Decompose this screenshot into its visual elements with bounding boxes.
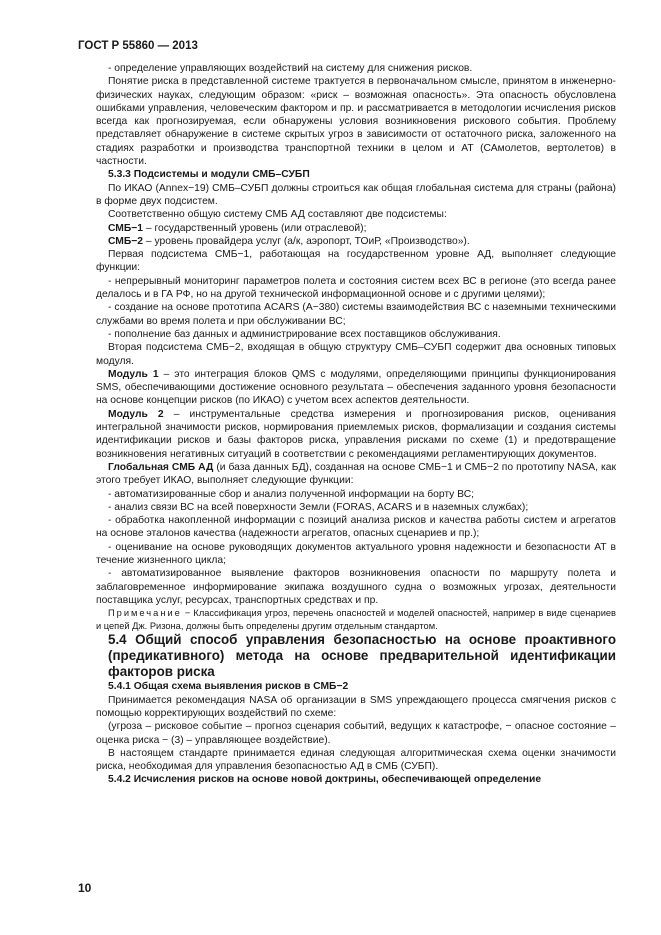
scheme-formula: (угроза – рисковое событие – прогноз сценария событий, ведущих к катастрофе, − опасное состояние – оценка риска − (3) – управляющее воздействие). — [96, 721, 616, 746]
list-item — [96, 222, 616, 235]
page-number: 10 — [78, 881, 92, 895]
term-text: – государственный уровень (или отраслевой); — [145, 222, 367, 234]
section-heading-5-4-1: 5.4.1 Общая схема выявления рисков в СМБ−2 — [108, 681, 349, 693]
module-description — [96, 368, 616, 408]
list-item: - оценивание на основе руководящих документов актуального уровня надежности и безопасности АТ в течение жизненного цикла; — [96, 541, 616, 566]
list-item: - обработка накопленной информации с позиций анализа рисков и качества работы систем и агрегатов на основе эталонов качества (надежности агрегатов, опасных сценариев и пр.); — [96, 515, 616, 540]
module-description — [96, 408, 616, 461]
term-text: – это интеграция блоков QMS с модулями, определяющими принципы функционирования SMS, обеспечивающими достижение основного результата – обеспечения заданного уровня безопасности на основе концепции рисков (по ИКАО) с учетом всех аспектов деятельности. — [96, 368, 616, 407]
note — [96, 607, 616, 632]
note-label: Примечание — [108, 608, 182, 619]
paragraph: Первая подсистема СМБ−1, работающая на государственном уровне АД, выполняет следующие функции: — [96, 249, 616, 274]
term-label: Глобальная СМБ АД — [108, 461, 214, 473]
paragraph: Соответственно общую систему СМБ АД составляют две подсистемы: — [108, 209, 447, 221]
term-label: Модуль 2 — [108, 408, 164, 420]
paragraph: Вторая подсистема СМБ−2, входящая в общую структуру СМБ–СУБП содержит два основных типовых модуля. — [96, 342, 616, 367]
list-item: - пополнение баз данных и администрирование всех поставщиков обслуживания. — [108, 328, 501, 340]
term-label: Модуль 1 — [108, 368, 159, 380]
note-text: − Классификация угроз, перечень опасностей и моделей опасностей, например в виде сценариев и цепей Дж. Ризона, должны быть определены другим отдельным стандартом. — [96, 608, 616, 631]
section-heading-5-4: 5.4 Общий способ управления безопасностью на основе проактивного (предикативного) метода на основе предварительной идентификации факторов риска — [108, 632, 616, 680]
paragraph: Понятие риска в представленной системе трактуется в первоначальном смысле, принятом в инженерно-физических науках, следующим образом: «риск – возможная опасность». Эта опасность обусловлена ошибками управления, человеческим фактором и пр. и рассматривается в методологии исчисления рисков всегда как прогнозируемая, если обнаружены условия возникновения рискового события. Проблему представляет обнаружение в системе скрытых угроз в зависимости от остаточного риска, заложенного на стадиях разработки и производства транспортной техники в целом и АТ (САмолетов, вертолетов) в частности. — [96, 76, 616, 168]
page-header: ГОСТ Р 55860 — 2013 — [78, 40, 198, 52]
term-label: СМБ−2 — [108, 235, 144, 247]
page-body — [96, 62, 616, 787]
term-text: (и база данных БД), созданная на основе СМБ−1 и СМБ−2 по прототипу NASA, как этого требует ИКАО, выполняет следующие функции: — [96, 461, 616, 487]
list-item: - создание на основе прототипа ACARS (A−380) системы взаимодействия ВС с наземными техническими службами во время полета и при обслуживании ВС; — [96, 302, 616, 327]
paragraph: - определение управляющих воздействий на систему для снижения рисков. — [108, 63, 473, 74]
term-text: – уровень провайдера услуг (а/к, аэропорт, ТОиР, «Производство»). — [145, 235, 470, 247]
list-item: - анализ связи ВС на всей поверхности Земли (FORAS, ACARS и в наземных службах); — [108, 501, 529, 513]
list-item: - автоматизированные сбор и анализ полученной информации на борту ВС; — [108, 488, 474, 500]
paragraph: Принимается рекомендация NASA об организации в SMS упреждающего процесса смягчения рисков с помощью корректирующих воздействий по схеме: — [96, 694, 616, 719]
term-label: СМБ−1 — [108, 222, 144, 234]
paragraph: По ИКАО (Annex−19) СМБ–СУБП должны строиться как общая глобальная система для страны (района) в форме двух подсистем. — [96, 182, 616, 207]
list-item — [96, 235, 616, 248]
term-text: – инструментальные средства измерения и прогнозирования рисков, оценивания интегральной значимости рисков, нормирования приемлемых рисков, формализации и создания системы идентификации рисков и базы факторов риска, управления рисками по схеме (1) и предотвращение возникновения негативных ситуаций в соответствии с рекомендациями регламентирующих документов. — [96, 408, 616, 460]
list-item: - непрерывный мониторинг параметров полета и состояния систем всех ВС в регионе (это всегда ранее делалось и в ГА РФ, но на другой технической информационной основе и с другими целями); — [96, 275, 616, 301]
section-heading-5-4-2: 5.4.2 Исчисления рисков на основе новой доктрины, обеспечивающей определение — [108, 774, 542, 786]
paragraph: В настоящем стандарте принимается единая следующая алгоритмическая схема оценки значимости риска, необходимая для управления безопасностью АД в СМБ (СУБП). — [96, 747, 616, 773]
paragraph — [96, 461, 616, 488]
section-heading-5-3-3: 5.3.3 Подсистемы и модули СМБ–СУБП — [108, 169, 310, 181]
list-item: - автоматизированное выявление факторов возникновения опасности по маршруту полета и заблаговременное информирование экипажа воздушного судна о возможных угрозах, деятельности поставщика услуг, ресурсах, транспортных средствах и пр. — [96, 568, 616, 606]
